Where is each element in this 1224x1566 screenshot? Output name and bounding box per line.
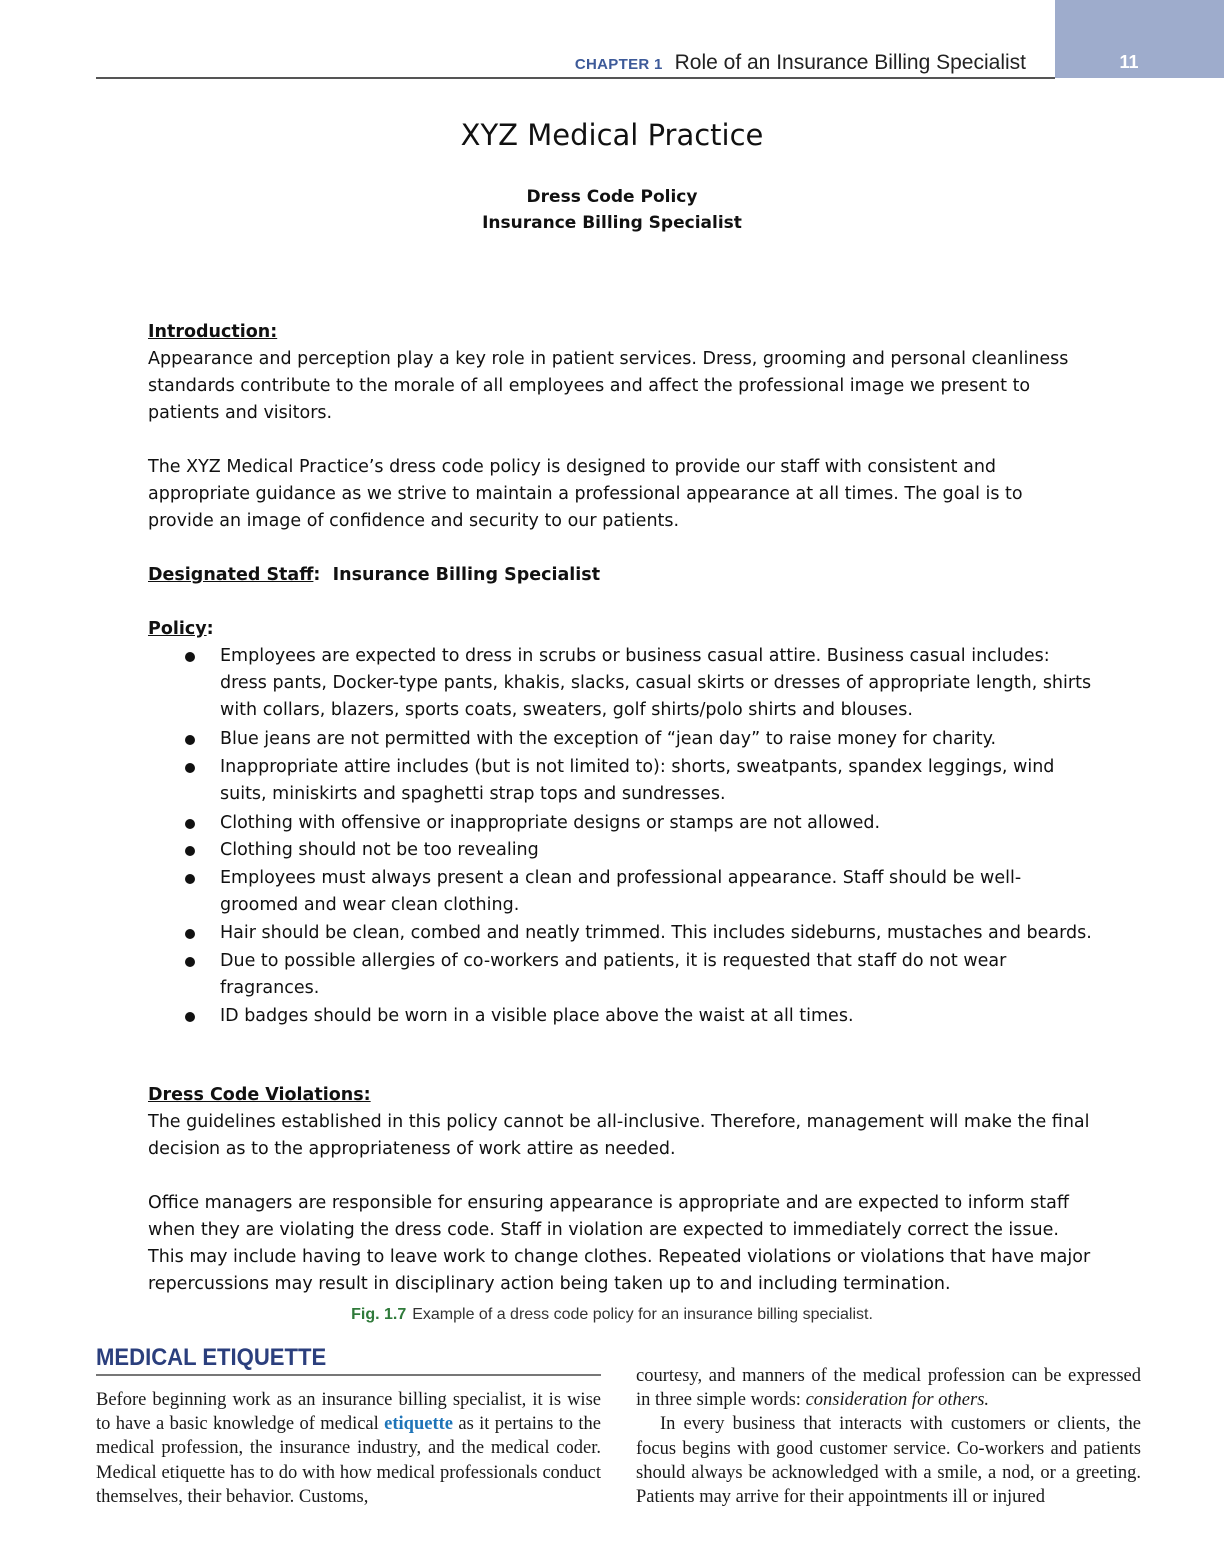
violations-paragraph-2-block bbox=[148, 1190, 1093, 1298]
chapter-label: CHAPTER 1 bbox=[574, 56, 663, 73]
bullet-icon bbox=[185, 819, 195, 829]
violations-section bbox=[148, 1082, 1093, 1163]
article-paragraph: courtesy, and manners of the medical profession can be expressed in three simple words: consideration for others. bbox=[636, 1366, 1141, 1411]
policy-bullet-list bbox=[148, 643, 1093, 1030]
section-heading: MEDICAL ETIQUETTE bbox=[96, 1344, 327, 1371]
bullet-icon bbox=[185, 1012, 195, 1022]
intro-paragraph-2-block bbox=[148, 454, 1093, 535]
policy-section bbox=[148, 616, 1093, 1030]
designated-staff-label: Designated Staff bbox=[148, 565, 314, 585]
bullet-icon bbox=[185, 929, 195, 939]
policy-title: XYZ Medical Practice bbox=[460, 118, 764, 152]
policy-colon: : bbox=[206, 619, 214, 639]
bullet-icon bbox=[185, 763, 195, 773]
list-item: Due to possible allergies of co-workers and patients, it is requested that staff do not wear fragrances. bbox=[148, 948, 1093, 1002]
figure-caption-text: Example of a dress code policy for an insurance billing specialist. bbox=[412, 1306, 873, 1323]
violations-heading: Dress Code Violations: bbox=[148, 1085, 371, 1105]
section-divider bbox=[96, 1374, 601, 1376]
violations-paragraph-2: Office managers are responsible for ensuring appearance is appropriate and are expected to inform staff when they are violating the dress code. Staff in violation are expected to immediately correct the issue. This may include having to leave work to change clothes. Repeated violations or violations that have major repercussions may result in disciplinary action being taken up to and including termination. bbox=[148, 1193, 1091, 1294]
bullet-icon bbox=[185, 846, 195, 856]
glossary-term-link[interactable]: etiquette bbox=[384, 1414, 453, 1435]
list-item: Blue jeans are not permitted with the exception of “jean day” to raise money for charity. bbox=[148, 726, 1093, 753]
list-item: Clothing should not be too revealing bbox=[148, 837, 1093, 864]
article-column-right bbox=[636, 1364, 1141, 1509]
list-item: Inappropriate attire includes (but is not limited to): shorts, sweatpants, spandex leggings, wind suits, miniskirts and spaghetti strap tops and sundresses. bbox=[148, 754, 1093, 808]
article-paragraph: In every business that interacts with customers or clients, the focus begins with good customer service. Co-workers and patients should always be acknowledged with a smile, a nod, or a greeting. Patients may arrive for their appointments ill or injured bbox=[636, 1414, 1141, 1508]
article-column-left bbox=[96, 1388, 601, 1509]
intro-section bbox=[148, 319, 1093, 427]
list-item: Clothing with offensive or inappropriate designs or stamps are not allowed. bbox=[148, 810, 1093, 837]
intro-paragraph-2: The XYZ Medical Practice’s dress code policy is designed to provide our staff with consistent and appropriate guidance as we strive to maintain a professional appearance at all times. The goal is to provide an image of confidence and security to our patients. bbox=[148, 457, 1023, 531]
page-number: 11 bbox=[1119, 52, 1139, 72]
list-item: Hair should be clean, combed and neatly trimmed. This includes sideburns, mustaches and beards. bbox=[148, 920, 1093, 947]
bullet-icon bbox=[185, 652, 195, 662]
running-header bbox=[575, 51, 1026, 75]
list-item: Employees must always present a clean and professional appearance. Staff should be well-groomed and wear clean clothing. bbox=[148, 865, 1093, 919]
designated-staff-colon: : bbox=[313, 565, 321, 585]
chapter-title: Role of an Insurance Billing Specialist bbox=[674, 51, 1026, 74]
violations-paragraph: The guidelines established in this policy cannot be all-inclusive. Therefore, management will make the final decision as to the appropriateness of work attire as needed. bbox=[148, 1112, 1090, 1159]
intro-paragraph: Appearance and perception play a key role in patient services. Dress, grooming and personal cleanliness standards contribute to the morale of all employees and affect the professional image we present to patients and visitors. bbox=[148, 349, 1069, 423]
list-item: ID badges should be worn in a visible place above the waist at all times. bbox=[148, 1003, 1093, 1030]
designated-staff-value: Insurance Billing Specialist bbox=[332, 565, 601, 585]
figure-label: Fig. 1.7 bbox=[351, 1306, 407, 1323]
policy-subtitle: Dress Code Policy bbox=[526, 187, 698, 207]
bullet-icon bbox=[185, 957, 195, 967]
policy-label: Policy bbox=[148, 619, 207, 639]
article-paragraph: Before beginning work as an insurance billing specialist, it is wise to have a basic knowledge of medical etiquette as it pertains to the medical profession, the insurance industry, and the medical coder. Medical etiquette has to do with how medical professionals conduct themselves, their behavior. Customs, bbox=[96, 1390, 602, 1507]
header-divider bbox=[96, 77, 1055, 79]
designated-staff bbox=[148, 562, 1093, 589]
policy-subtitle-role: Insurance Billing Specialist bbox=[482, 213, 742, 233]
figure-caption bbox=[0, 1306, 1224, 1324]
list-item: Employees are expected to dress in scrubs or business casual attire. Business casual includes: dress pants, Docker-type pants, khakis, slacks, casual skirts or dresses of appropriate length, shirts with collars, blazers, sports coats, sweaters, golf shirts/polo shirts and blouses. bbox=[148, 643, 1093, 724]
bullet-icon bbox=[185, 735, 195, 745]
bullet-icon bbox=[185, 874, 195, 884]
intro-heading: Introduction: bbox=[148, 322, 278, 342]
